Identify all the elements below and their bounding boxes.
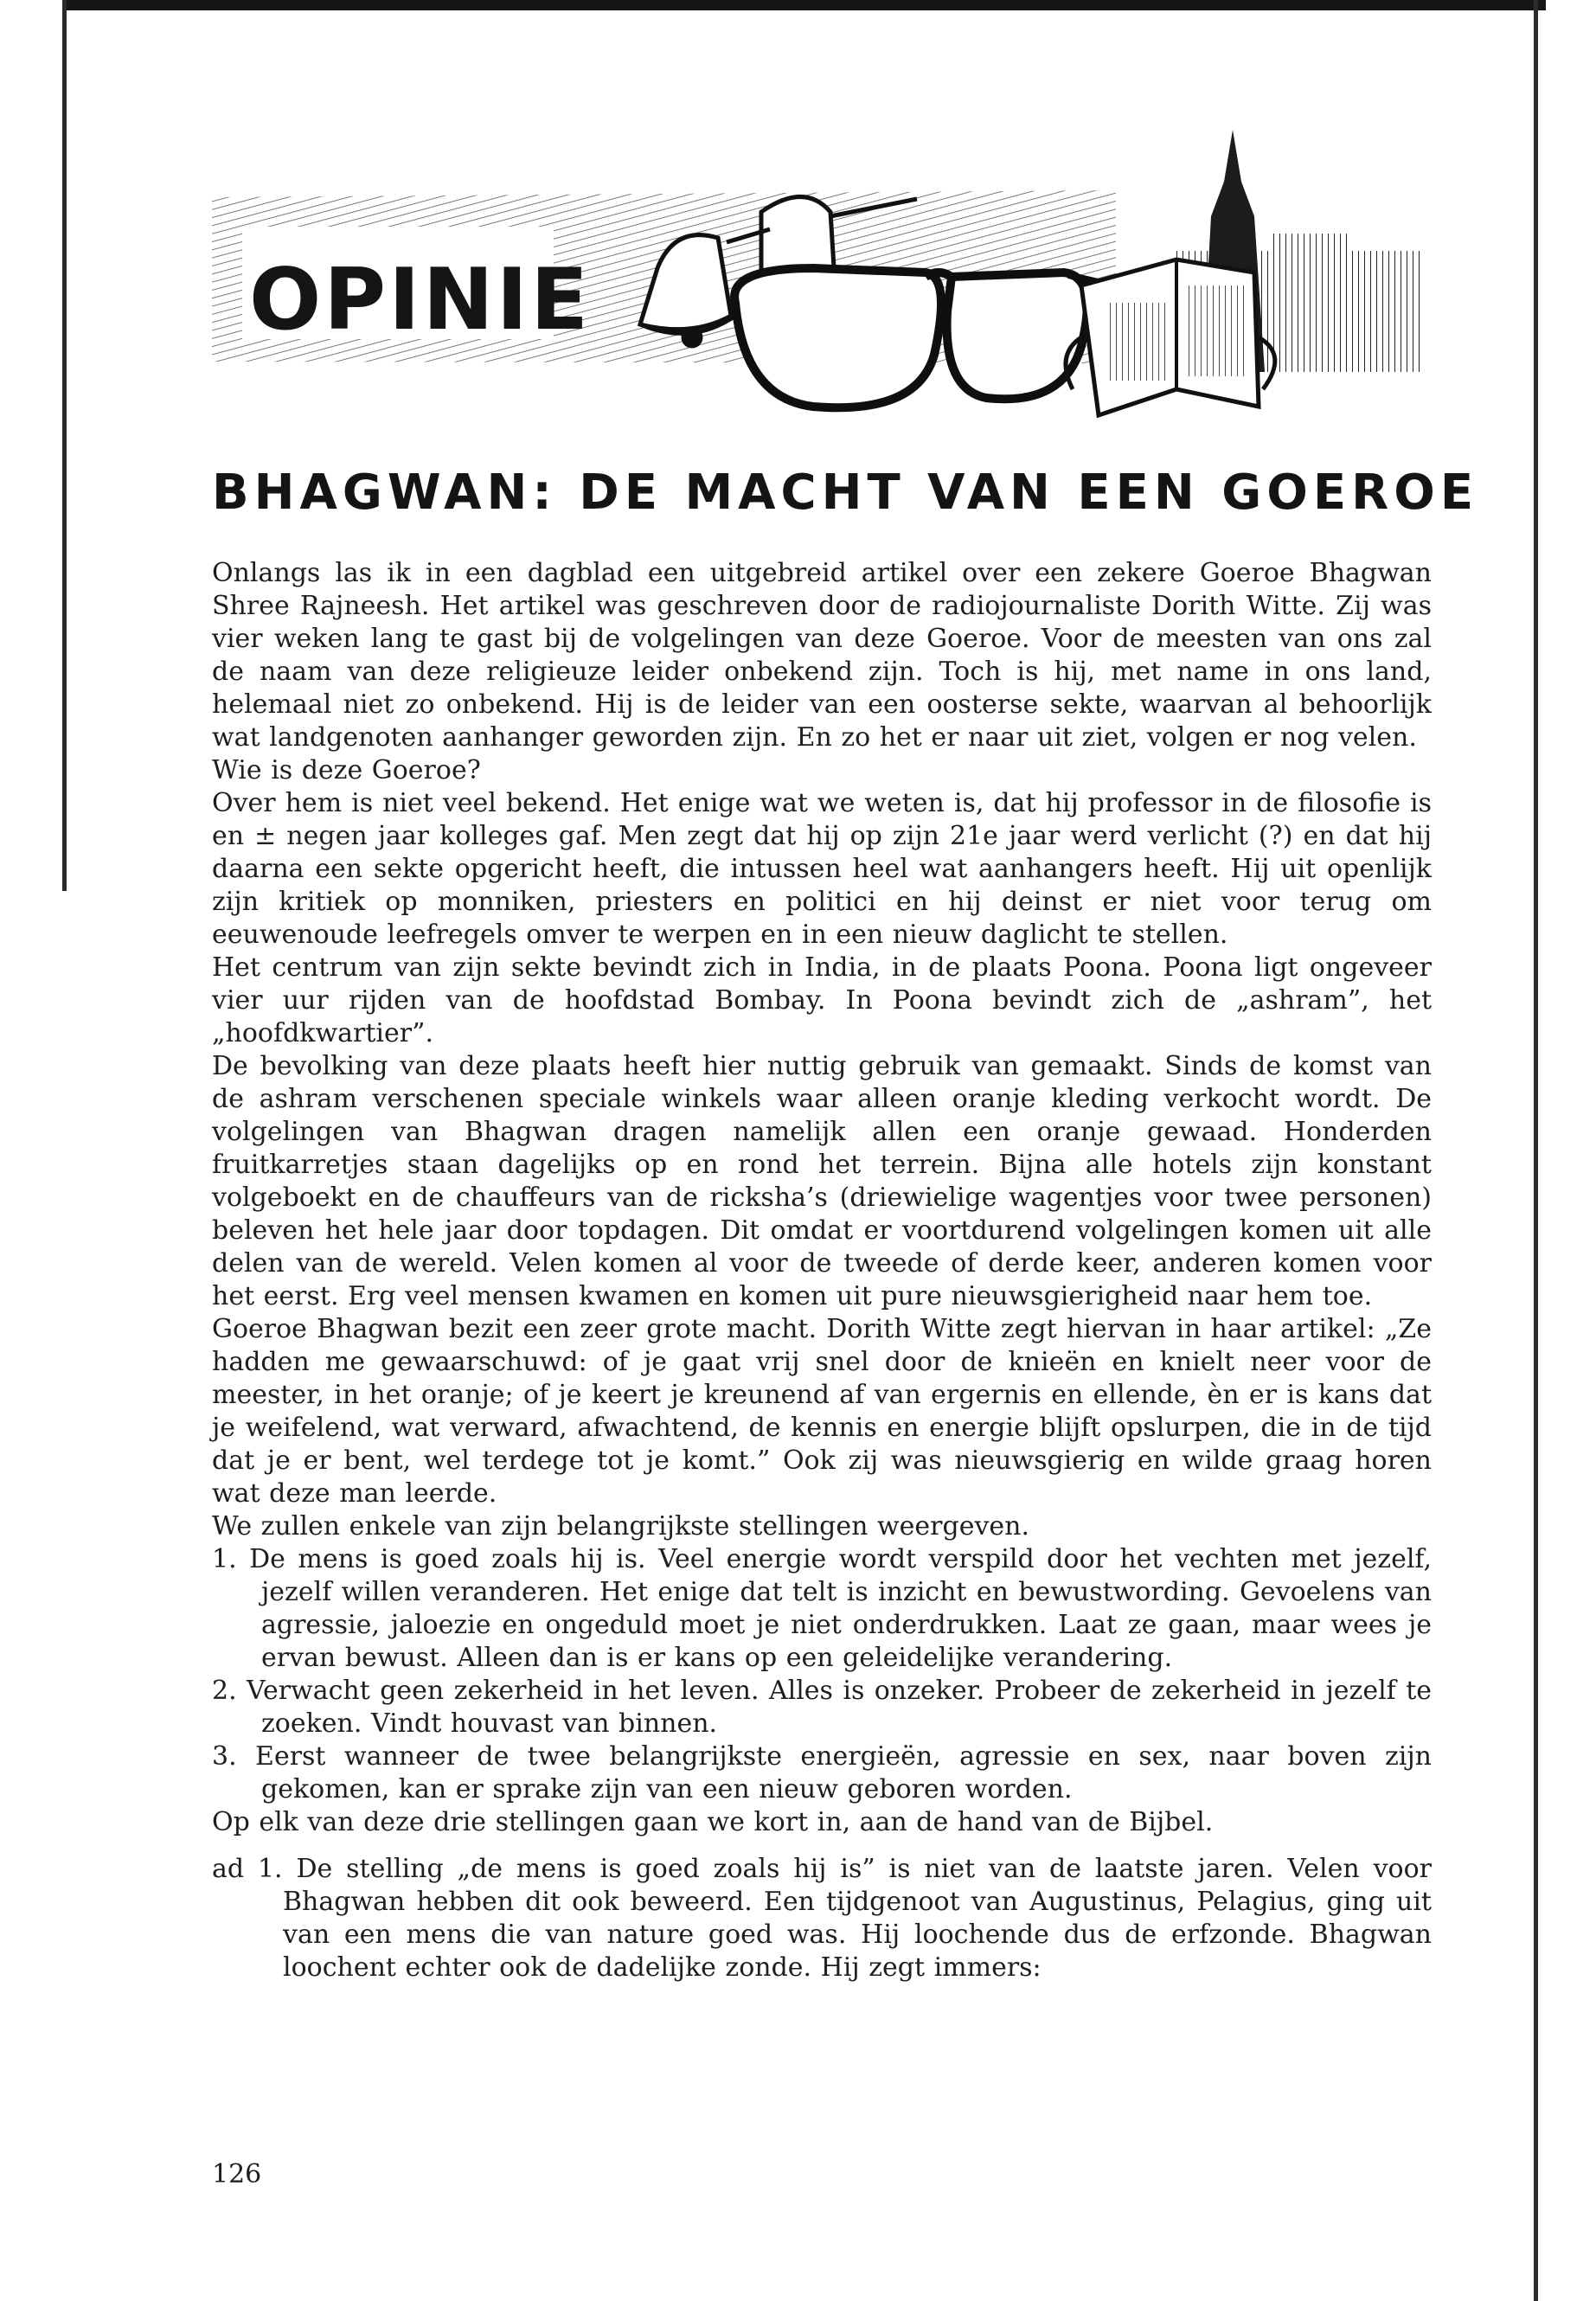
paragraph: Wie is deze Goeroe? — [212, 755, 481, 785]
paragraph: Het centrum van zijn sekte bevindt zich in India, in de plaats Poona. Poona ligt ongeveer vier uur rijden van de hoofdstad Bombay. In Poona bevindt zich de „ashram”, het „hoofdkwartier”. — [212, 952, 1432, 1048]
ad-1-paragraph: ad 1. De stelling „de mens is goed zoals hij is” is niet van de laatste jaren. Velen voor Bhagwan hebben dit ook beweerd. Een tijdgenoot van Augustinus, Pelagius, ging uit van een mens die van nature goed was. Hij loochende dus de erfzonde. Bhagwan loochent echter ook de dadelijke zonde. Hij zegt immers: — [212, 1854, 1432, 1983]
top-border — [62, 0, 1546, 10]
list-item: 3. Eerst wanneer de twee belangrijkste energieën, agressie en sex, naar boven zijn gekomen, kan er sprake zijn van een nieuw geboren worden. — [212, 1741, 1432, 1804]
left-border — [62, 0, 67, 891]
paragraph: Goeroe Bhagwan bezit een zeer grote macht. Dorith Witte zegt hiervan in haar artikel: „Ze hadden me gewaarschuwd: of je gaat vrij snel door de knieën en knielt neer voor de meester, in het oranje; of je keert je kreunend af van ergernis en ellende, èn er is kans dat je weifelend, wat verward, afwachtend, de kennis en energie blijft opslurpen, die in de tijd dat je er bent, wel terdege tot je komt.” Ook zij was nieuwsgierig en wilde graag horen wat deze man leerde. — [212, 1314, 1432, 1509]
list-item: 1. De mens is goed zoals hij is. Veel energie wordt verspild door het vechten met jezelf, jezelf willen veranderen. Het enige dat telt is inzicht en bewustwording. Gevoelens van agressie, jaloezie en ongeduld moet je niet onderdrukken. Laat ze gaan, maar wees je ervan bewust. Alleen dan is er kans op een geleidelijke verandering. — [212, 1544, 1432, 1673]
article-body — [212, 557, 1432, 1984]
paragraph: We zullen enkele van zijn belangrijkste stellingen weergeven. — [212, 1511, 1030, 1541]
page-number: 126 — [212, 2159, 262, 2189]
article-headline: BHAGWAN: DE MACHT VAN EEN GOEROE — [212, 465, 1479, 521]
closing-paragraph: Op elk van deze drie stellingen gaan we kort in, aan de hand van de Bijbel. — [212, 1807, 1214, 1837]
paragraph: Onlangs las ik in een dagblad een uitgebreid artikel over een zekere Goeroe Bhagwan Shree Rajneesh. Het artikel was geschreven door de radiojournaliste Dorith Witte. Zij was vier weken lang te gast bij de volgelingen van deze Goeroe. Voor de meesten van ons zal de naam van deze religieuze leider onbekend zijn. Toch is hij, met name in ons land, helemaal niet zo onbekend. Hij is de leider van een oosterse sekte, waarvan al behoorlijk wat landgenoten aanhanger geworden zijn. En zo het er naar uit ziet, volgen er nog velen. — [212, 558, 1432, 753]
paragraph: Over hem is niet veel bekend. Het enige wat we weten is, dat hij professor in de filosofie is en ± negen jaar kolleges gaf. Men zegt dat hij op zijn 21e jaar werd verlicht (?) en dat hij daarna een sekte opgericht heeft, die intussen heel wat aanhangers heeft. Hij uit openlijk zijn kritiek op monniken, priesters en politici en hij deinst er niet voor terug om eeuwenoude leefregels omver te werpen en in een nieuw daglicht te stellen. — [212, 788, 1432, 950]
newspaper-icon — [1066, 260, 1275, 415]
section-label: OPINIE — [249, 251, 592, 349]
right-border — [1534, 0, 1538, 2301]
paragraph: De bevolking van deze plaats heeft hier nuttig gebruik van gemaakt. Sinds de komst van de ashram verschenen speciale winkels waar alleen oranje kleding verkocht wordt. De volgelingen van Bhagwan dragen namelijk allen een oranje gewaad. Honderden fruitkarretjes staan dagelijks op en rond het terrein. Bijna alle hotels zijn konstant volgeboekt en de chauffeurs van de ricksha’s (driewielige wagentjes voor twee personen) beleven het hele jaar door topdagen. Dit omdat er voortdurend volgelingen komen uit alle delen van de wereld. Velen komen al voor de tweede of derde keer, anderen komen voor het eerst. Erg veel mensen kwamen en komen uit pure nieuwsgierigheid naar hem toe. — [212, 1051, 1432, 1311]
list-item: 2. Verwacht geen zekerheid in het leven. Alles is onzeker. Probeer de zekerheid in jezelf te zoeken. Vindt houvast van binnen. — [212, 1676, 1432, 1739]
